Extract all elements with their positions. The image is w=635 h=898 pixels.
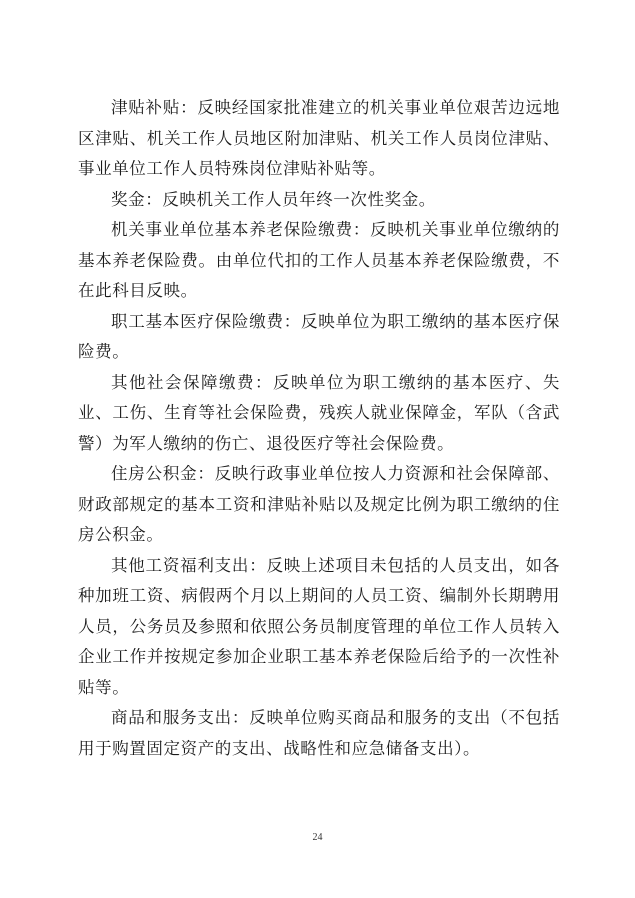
paragraph-other-social-security: 其他社会保障缴费：反映单位为职工缴纳的基本医疗、失业、工伤、生育等社会保险费，残疾人就业保障金，军队（含武警）为军人缴纳的伤亡、退役医疗等社会保险费。 bbox=[78, 372, 560, 453]
paragraph-bonus: 奖金：反映机关工作人员年终一次性奖金。 bbox=[111, 189, 436, 209]
paragraph-goods-services: 商品和服务支出：反映单位购买商品和服务的支出（不包括用于购置固定资产的支出、战略性和应急储备支出）。 bbox=[78, 708, 560, 758]
paragraph-medical-insurance: 职工基本医疗保险缴费：反映单位为职工缴纳的基本医疗保险费。 bbox=[78, 311, 560, 361]
paragraph-pension-insurance: 机关事业单位基本养老保险缴费：反映机关事业单位缴纳的基本养老保险费。由单位代扣的工作人员基本养老保险缴费，不在此科目反映。 bbox=[78, 220, 560, 300]
document-body bbox=[78, 93, 560, 764]
page-number: 24 bbox=[312, 832, 323, 843]
paragraph-other-wage-welfare: 其他工资福利支出：反映上述项目未包括的人员支出，如各种加班工资、病假两个月以上期间的人员工资、编制外长期聘用人员，公务员及参照和依照公务员制度管理的单位工作人员转入企业工作并按规定参加企业职工基本养老保险后给予的一次性补贴等。 bbox=[78, 555, 560, 697]
paragraph-allowances-subsidies: 津贴补贴：反映经国家批准建立的机关事业单位艰苦边远地区津贴、机关工作人员地区附加津贴、机关工作人员岗位津贴、事业单位工作人员特殊岗位津贴补贴等。 bbox=[78, 98, 560, 178]
paragraph-housing-fund: 住房公积金：反映行政事业单位按人力资源和社会保障部、财政部规定的基本工资和津贴补贴以及规定比例为职工缴纳的住房公积金。 bbox=[78, 464, 560, 544]
